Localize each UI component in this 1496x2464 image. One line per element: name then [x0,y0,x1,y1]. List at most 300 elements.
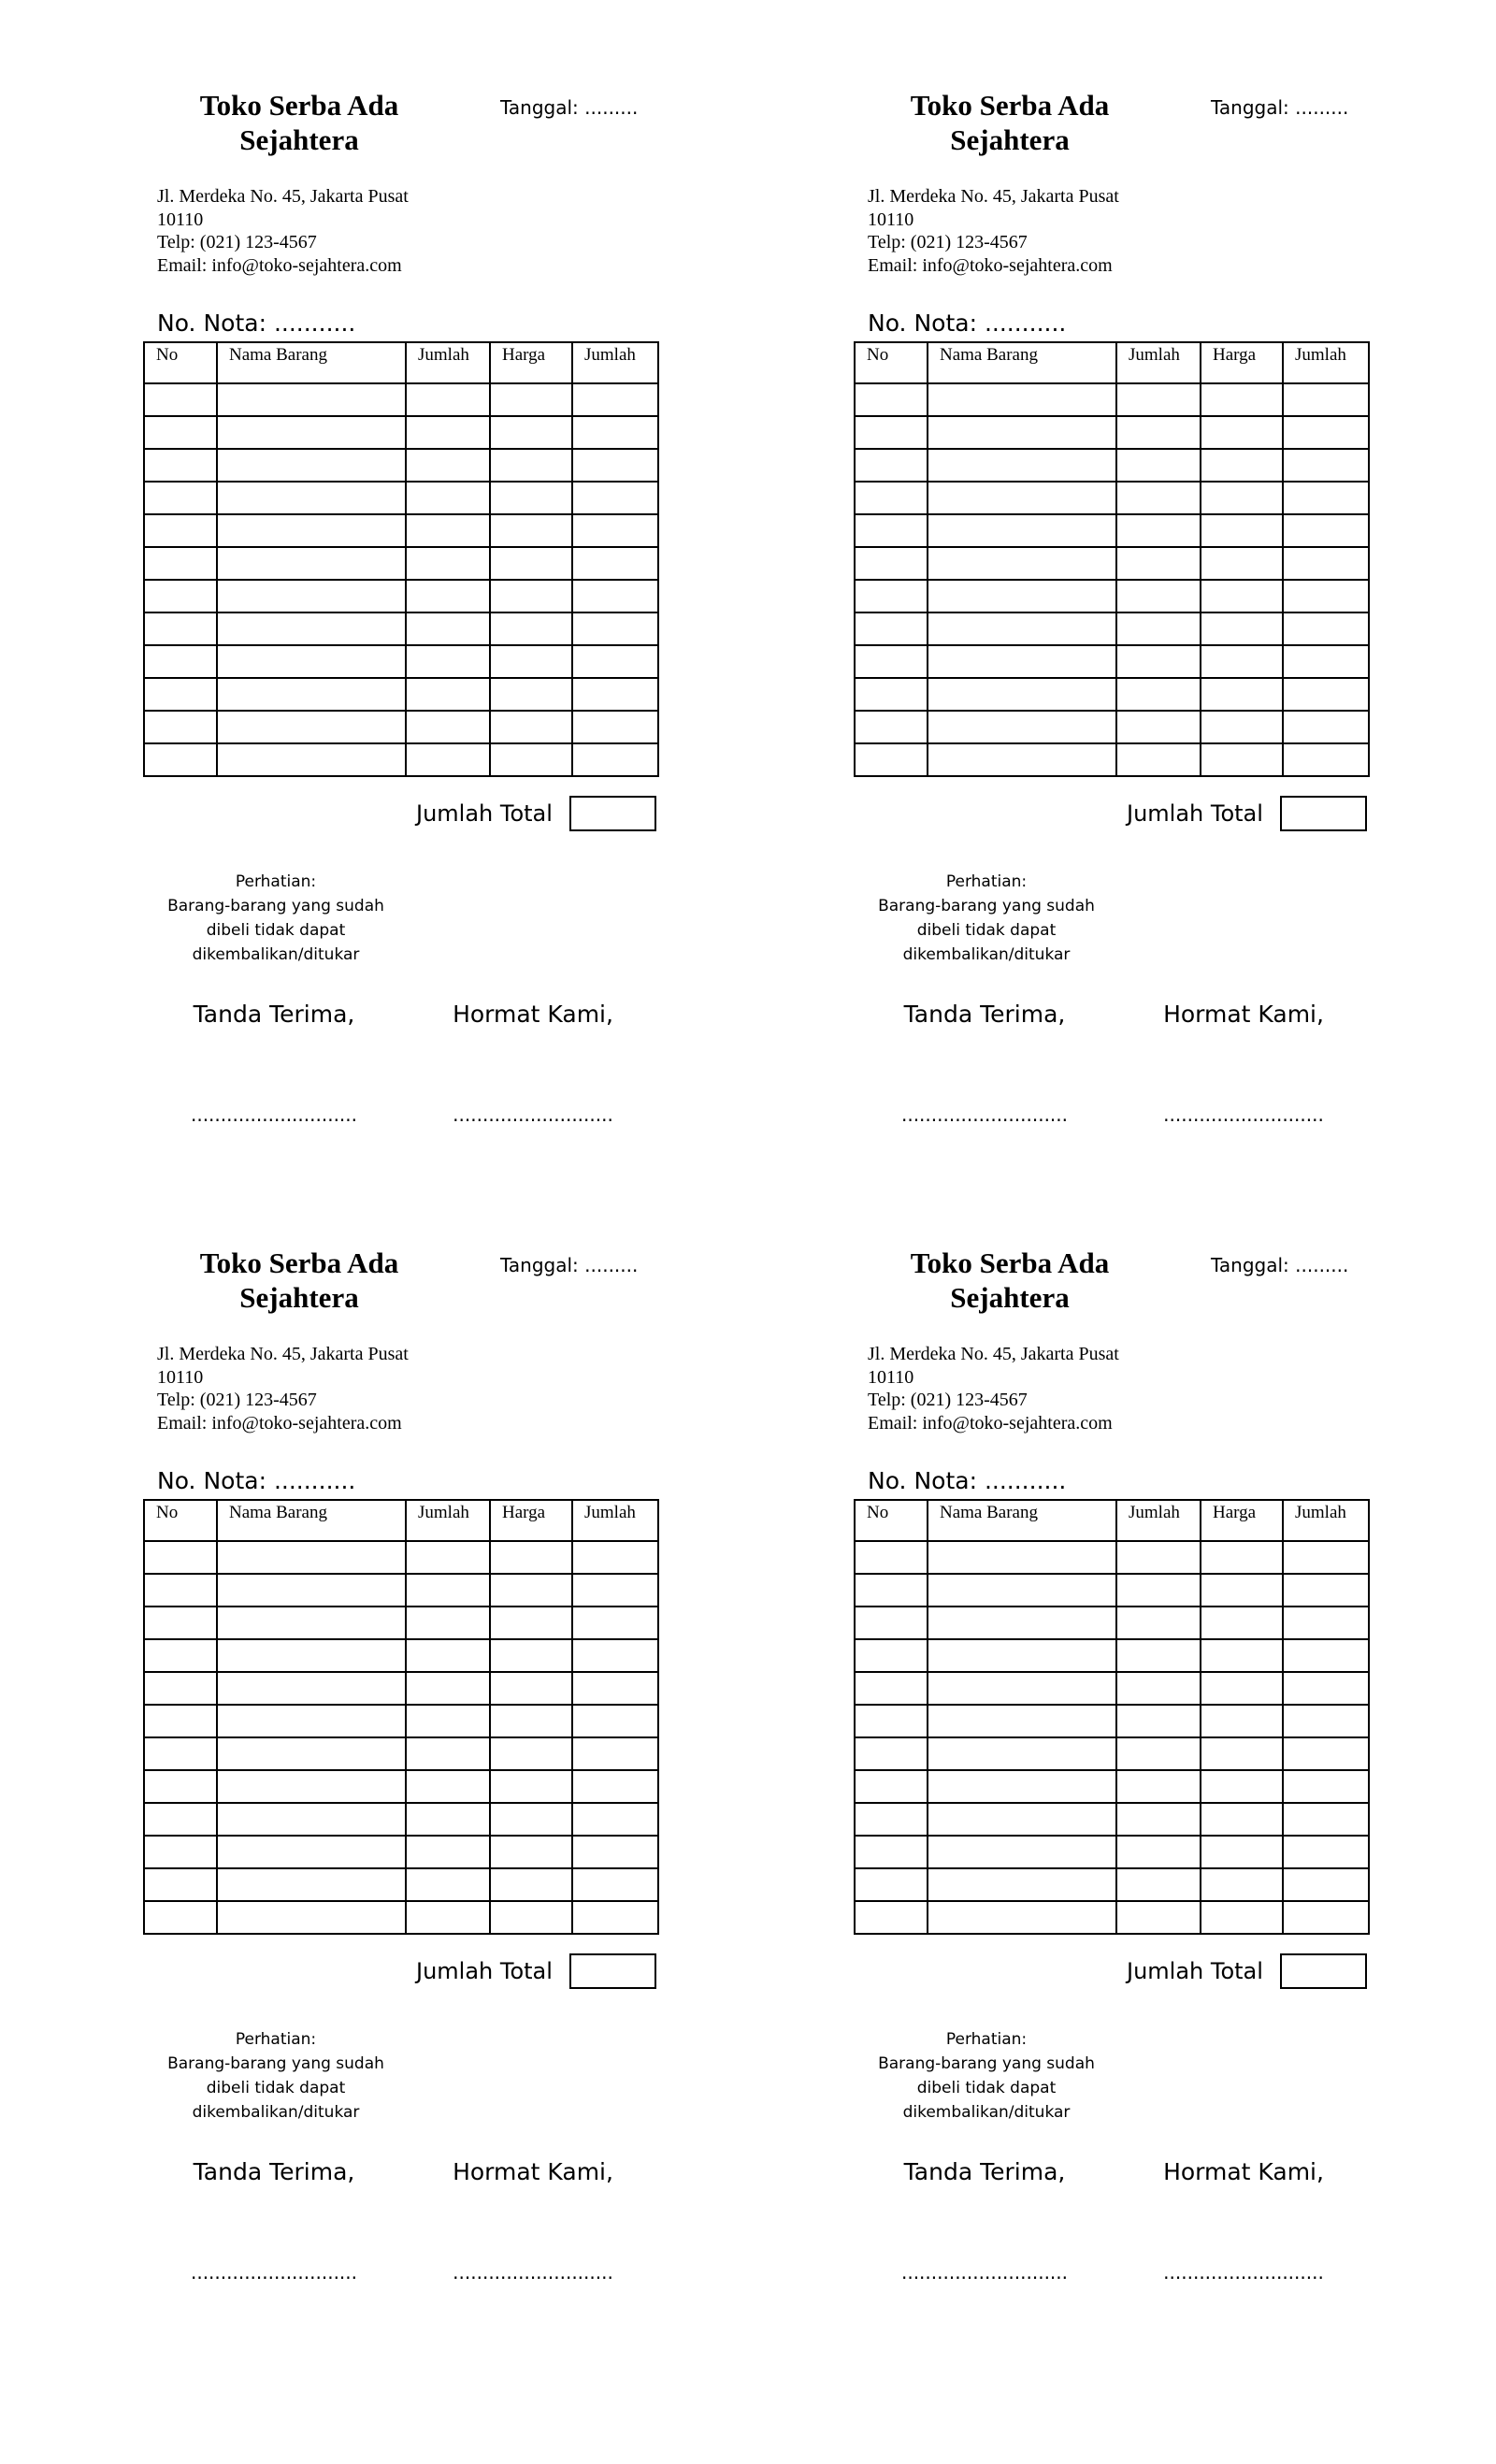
table-cell [1283,1705,1369,1737]
table-cell [144,1836,217,1868]
table-cell [1116,514,1201,547]
nota-number: No. Nota: ........... [868,1467,1067,1494]
table-row [144,1607,658,1639]
table-cell [1283,1836,1369,1868]
table-cell [928,482,1116,514]
table-header-row [855,1500,1369,1541]
table-cell [406,711,490,743]
items-table [143,1499,659,1935]
table-cell [144,1672,217,1705]
table-cell [928,547,1116,580]
table-cell [1283,645,1369,678]
table-cell [1201,1770,1283,1803]
address-line: Jl. Merdeka No. 45, Jakarta Pusat [868,186,1119,207]
table-cell [928,514,1116,547]
table-cell [1283,1901,1369,1934]
table-cell [928,1836,1116,1868]
table-cell [572,678,658,711]
table-cell [1201,1901,1283,1934]
phone-number: Telp: (021) 123-4567 [868,232,1028,252]
table-cell [144,1705,217,1737]
items-table [854,341,1370,777]
table-cell [572,1901,658,1934]
table-cell [572,1607,658,1639]
header-item-name: Nama Barang [928,342,1116,383]
address-line: Jl. Merdeka No. 45, Jakarta Pusat [868,1344,1119,1364]
table-cell [1116,449,1201,482]
table-row [855,416,1369,449]
header-quantity: Jumlah [406,342,490,383]
table-row [144,580,658,612]
table-cell [490,612,572,645]
table-cell [406,514,490,547]
store-name: Toko Serba Ada Sejahtera [199,1246,399,1314]
table-header-row [144,1500,658,1541]
table-cell [572,711,658,743]
table-cell [1116,743,1201,776]
table-cell [572,1836,658,1868]
table-cell [928,1672,1116,1705]
table-cell [217,1672,406,1705]
table-cell [490,1901,572,1934]
table-cell [144,383,217,416]
table-cell [490,1737,572,1770]
notice-text: dibeli tidak dapat [916,2079,1057,2097]
table-cell [217,1803,406,1836]
table-cell [855,1639,928,1672]
table-row [144,612,658,645]
table-cell [928,711,1116,743]
table-row [855,1770,1369,1803]
receiver-signature-line: ............................ [900,2261,1068,2284]
table-cell [406,547,490,580]
table-cell [1201,1868,1283,1901]
table-cell [855,1574,928,1607]
notice [860,2027,1113,2125]
table-cell [144,514,217,547]
table-cell [406,482,490,514]
table-cell [572,1574,658,1607]
postal-code: 10110 [868,1366,914,1388]
table-cell [1116,1868,1201,1901]
table-cell [928,1737,1116,1770]
table-cell [144,1639,217,1672]
total-label: Jumlah Total [416,800,553,827]
table-cell [928,743,1116,776]
table-row [855,711,1369,743]
header-no: No [855,1500,928,1541]
table-row [855,1803,1369,1836]
table-cell [490,1836,572,1868]
date-field: Tanggal: ......... [500,1254,639,1276]
receiver-signature-line: ............................ [190,1103,357,1126]
date-field: Tanggal: ......... [1211,96,1349,119]
table-cell [928,612,1116,645]
table-cell [217,1901,406,1934]
table-cell [406,1705,490,1737]
notice-text: dibeli tidak dapat [916,921,1057,940]
table-cell [217,1770,406,1803]
table-cell [217,1868,406,1901]
header-quantity: Jumlah [1116,1500,1201,1541]
table-cell [217,678,406,711]
email-address: Email: info@toko-sejahtera.com [157,254,402,276]
table-cell [1283,514,1369,547]
table-cell [406,1868,490,1901]
postal-code: 10110 [868,209,914,230]
table-cell [572,383,658,416]
header-item-name: Nama Barang [928,1500,1116,1541]
receipt-form [711,0,1421,1141]
seller-signature-line: ........................... [1163,2261,1324,2284]
table-cell [1283,1770,1369,1803]
table-cell [406,1901,490,1934]
table-cell [217,514,406,547]
notice [860,870,1113,967]
table-cell [1283,1737,1369,1770]
store-name: Toko Serba Ada Sejahtera [910,1246,1110,1314]
table-row [144,1901,658,1934]
notice-text: dibeli tidak dapat [206,2079,346,2097]
table-cell [490,1705,572,1737]
table-cell [1283,743,1369,776]
notice-text: Barang-barang yang sudah [167,897,384,915]
table-cell [1283,1868,1369,1901]
table-row [144,743,658,776]
table-row [144,1639,658,1672]
notice-text: dikembalikan/ditukar [192,945,360,964]
table-cell [928,1868,1116,1901]
table-row [855,449,1369,482]
table-cell [855,449,928,482]
table-cell [490,1803,572,1836]
receipt-form [711,1158,1421,2298]
table-cell [855,1705,928,1737]
table-cell [217,743,406,776]
notice-title: Perhatian: [235,2030,317,2049]
phone-number: Telp: (021) 123-4567 [157,1390,317,1410]
store-address [157,185,409,277]
table-cell [1201,514,1283,547]
table-cell [572,1770,658,1803]
table-cell [490,711,572,743]
table-row [855,678,1369,711]
table-cell [572,580,658,612]
header-item-name: Nama Barang [217,342,406,383]
table-row [855,1639,1369,1672]
table-cell [490,514,572,547]
table-cell [1201,711,1283,743]
table-cell [1201,416,1283,449]
table-cell [572,1639,658,1672]
table-cell [490,1672,572,1705]
table-cell [406,743,490,776]
table-cell [572,645,658,678]
table-cell [144,1607,217,1639]
email-address: Email: info@toko-sejahtera.com [868,1412,1113,1434]
table-cell [217,383,406,416]
table-row [855,547,1369,580]
notice-text: dikembalikan/ditukar [902,945,1071,964]
table-cell [217,1737,406,1770]
table-cell [144,547,217,580]
table-row [144,1737,658,1770]
date-field: Tanggal: ......... [1211,1254,1349,1276]
header-price: Harga [1201,1500,1283,1541]
table-cell [1201,743,1283,776]
header-price: Harga [1201,342,1283,383]
table-row [855,1868,1369,1901]
total-box [569,1953,656,1989]
table-cell [855,416,928,449]
table-cell [1116,678,1201,711]
table-cell [1116,612,1201,645]
table-cell [217,1705,406,1737]
table-cell [1283,1672,1369,1705]
table-row [144,547,658,580]
table-cell [217,449,406,482]
notice-text: Barang-barang yang sudah [878,897,1095,915]
notice-text: dikembalikan/ditukar [192,2103,360,2122]
table-cell [144,1770,217,1803]
table-cell [1201,482,1283,514]
header-no: No [144,342,217,383]
table-cell [144,416,217,449]
table-cell [406,580,490,612]
table-cell [1201,1836,1283,1868]
table-cell [217,645,406,678]
store-name: Toko Serba Ada Sejahtera [910,89,1110,156]
notice-title: Perhatian: [945,872,1028,891]
header-quantity: Jumlah [406,1500,490,1541]
table-row [855,580,1369,612]
table-cell [855,1836,928,1868]
table-cell [1201,547,1283,580]
nota-number: No. Nota: ........... [157,310,356,337]
receiver-signature-label: Tanda Terima, [903,1001,1066,1028]
table-cell [1116,711,1201,743]
date-field: Tanggal: ......... [500,96,639,119]
table-cell [855,1737,928,1770]
table-cell [490,1541,572,1574]
seller-signature-label: Hormat Kami, [453,1001,613,1028]
table-cell [144,449,217,482]
table-row [144,383,658,416]
table-cell [217,1836,406,1868]
address-line: Jl. Merdeka No. 45, Jakarta Pusat [157,1344,409,1364]
items-table [143,341,659,777]
table-cell [490,1639,572,1672]
table-cell [1283,678,1369,711]
table-cell [855,1770,928,1803]
total-box [1280,1953,1367,1989]
table-cell [928,678,1116,711]
seller-signature-line: ........................... [453,2261,613,2284]
table-cell [1201,383,1283,416]
table-cell [144,1737,217,1770]
table-cell [1201,449,1283,482]
table-cell [1116,547,1201,580]
table-cell [490,678,572,711]
table-cell [217,1607,406,1639]
table-cell [406,1737,490,1770]
table-cell [1116,1574,1201,1607]
seller-signature-line: ........................... [453,1103,613,1126]
table-cell [406,1639,490,1672]
table-cell [1283,1803,1369,1836]
table-cell [1116,1607,1201,1639]
table-cell [572,1541,658,1574]
store-address [868,185,1119,277]
receiver-signature-label: Tanda Terima, [193,1001,355,1028]
table-cell [1283,449,1369,482]
phone-number: Telp: (021) 123-4567 [157,232,317,252]
table-cell [572,482,658,514]
table-cell [928,1705,1116,1737]
table-cell [1283,1541,1369,1574]
table-cell [855,580,928,612]
table-row [855,1607,1369,1639]
table-cell [572,1705,658,1737]
table-cell [217,1574,406,1607]
header-amount: Jumlah [1283,1500,1369,1541]
nota-number: No. Nota: ........... [868,310,1067,337]
table-cell [406,449,490,482]
table-cell [490,1770,572,1803]
table-cell [1201,1541,1283,1574]
table-cell [1283,1574,1369,1607]
header-amount: Jumlah [1283,342,1369,383]
notice [150,2027,402,2125]
table-cell [572,1868,658,1901]
table-row [855,482,1369,514]
table-row [144,449,658,482]
total-label: Jumlah Total [1127,1958,1263,1984]
table-cell [928,383,1116,416]
table-cell [1201,1803,1283,1836]
table-cell [855,1803,928,1836]
notice-text: dibeli tidak dapat [206,921,346,940]
table-cell [1201,678,1283,711]
table-cell [572,1672,658,1705]
nota-number: No. Nota: ........... [157,1467,356,1494]
email-address: Email: info@toko-sejahtera.com [868,254,1113,276]
table-cell [144,711,217,743]
table-row [855,743,1369,776]
table-row [144,416,658,449]
table-cell [217,580,406,612]
table-row [144,1574,658,1607]
header-amount: Jumlah [572,342,658,383]
table-cell [406,1607,490,1639]
receiver-signature-line: ............................ [190,2261,357,2284]
table-cell [572,743,658,776]
phone-number: Telp: (021) 123-4567 [868,1390,1028,1410]
table-cell [490,482,572,514]
store-address [157,1343,409,1434]
table-cell [855,1541,928,1574]
notice-text: Barang-barang yang sudah [878,2054,1095,2073]
table-row [855,1574,1369,1607]
table-cell [490,547,572,580]
table-cell [144,678,217,711]
table-cell [144,612,217,645]
table-cell [928,645,1116,678]
table-cell [928,1574,1116,1607]
table-cell [1201,1574,1283,1607]
table-cell [928,1639,1116,1672]
table-cell [490,1574,572,1607]
header-amount: Jumlah [572,1500,658,1541]
total-label: Jumlah Total [416,1958,553,1984]
table-cell [1116,383,1201,416]
table-cell [855,1868,928,1901]
table-row [144,1770,658,1803]
table-cell [490,645,572,678]
table-cell [1201,580,1283,612]
table-cell [855,743,928,776]
table-cell [1116,1803,1201,1836]
store-name: Toko Serba Ada Sejahtera [199,89,399,156]
table-row [144,1672,658,1705]
table-cell [1116,1541,1201,1574]
notice-title: Perhatian: [945,2030,1028,2049]
table-cell [1283,416,1369,449]
table-cell [144,743,217,776]
total-box [1280,796,1367,831]
table-row [855,383,1369,416]
table-cell [1116,1901,1201,1934]
table-cell [406,612,490,645]
table-cell [572,514,658,547]
table-cell [144,645,217,678]
table-cell [217,711,406,743]
postal-code: 10110 [157,209,204,230]
table-cell [572,1803,658,1836]
table-cell [1283,547,1369,580]
table-cell [855,383,928,416]
notice [150,870,402,967]
seller-signature-label: Hormat Kami, [1163,1001,1324,1028]
table-row [144,482,658,514]
table-cell [406,1803,490,1836]
table-cell [217,547,406,580]
table-cell [490,580,572,612]
table-cell [144,482,217,514]
table-cell [406,416,490,449]
table-cell [490,449,572,482]
table-row [144,514,658,547]
table-header-row [855,342,1369,383]
table-cell [1201,612,1283,645]
table-cell [855,1607,928,1639]
table-cell [1201,1639,1283,1672]
receiver-signature-label: Tanda Terima, [193,2158,355,2185]
table-cell [855,1672,928,1705]
table-cell [855,482,928,514]
table-cell [928,1770,1116,1803]
table-cell [490,1607,572,1639]
table-cell [928,1803,1116,1836]
total-box [569,796,656,831]
table-row [144,678,658,711]
header-no: No [144,1500,217,1541]
header-price: Harga [490,342,572,383]
table-cell [490,743,572,776]
table-cell [572,612,658,645]
table-row [144,645,658,678]
table-cell [855,711,928,743]
